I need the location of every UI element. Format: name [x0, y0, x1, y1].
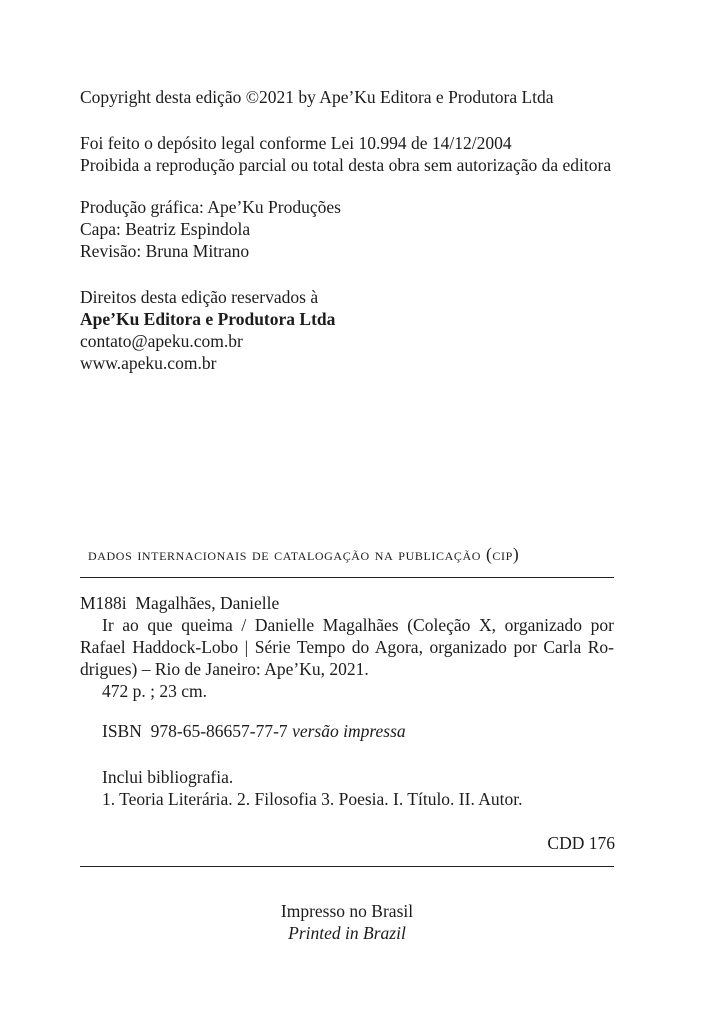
cip-extent: 472 p. ; 23 cm. — [102, 681, 207, 701]
printed-in-en: Printed in Brazil — [288, 923, 406, 943]
graphic-production-credit: Produção gráfica: Ape’Ku Produções — [80, 197, 341, 217]
copyright-block — [80, 86, 616, 108]
printed-in-pt: Impresso no Brasil — [280, 901, 414, 921]
publisher-website: www.apeku.com.br — [80, 353, 217, 373]
cip-title-line: Rafael Haddock-Lobo | Série Tempo do Agora, organizado por Carla Ro- — [80, 637, 614, 657]
prohibition-line: Proibida a reprodução parcial ou total desta obra sem autorização da editora — [80, 155, 612, 175]
cip-top-rule — [80, 577, 614, 578]
isbn-note: versão impressa — [292, 721, 406, 741]
cip-record — [80, 592, 614, 702]
cip-notes — [80, 766, 614, 810]
cip-title-line: Ir ao que queima / Danielle Magalhães (Coleção X, organizado por — [102, 615, 614, 635]
cip-heading: dados internacionais de catalogação na publicação (cip) — [88, 544, 520, 564]
bibliography-note: Inclui bibliografia. — [102, 767, 234, 787]
legal-deposit-line: Foi feito o depósito legal conforme Lei 10.994 de 14/12/2004 — [80, 133, 512, 153]
legal-notice-block — [80, 132, 616, 176]
rights-reserved-line: Direitos desta edição reservados à — [80, 287, 319, 307]
revision-credit: Revisão: Bruna Mitrano — [80, 241, 250, 261]
isbn-number: ISBN 978-65-86657-77-7 — [102, 721, 288, 741]
cip-title-line: drigues) – Rio de Janeiro: Ape’Ku, 2021. — [80, 659, 369, 679]
printed-in-block — [0, 900, 694, 944]
copyright-line: Copyright desta edição ©2021 by Ape’Ku Editora e Produtora Ltda — [80, 87, 554, 107]
rights-block — [80, 286, 616, 374]
publisher-name: Ape’Ku Editora e Produtora Ltda — [80, 309, 336, 329]
credits-block — [80, 196, 616, 262]
subject-headings: 1. Teoria Literária. 2. Filosofia 3. Poesia. I. Título. II. Autor. — [102, 789, 523, 809]
cip-bottom-rule — [80, 866, 614, 867]
cover-credit: Capa: Beatriz Espindola — [80, 219, 251, 239]
cdd-classification: CDD 176 — [547, 833, 615, 853]
cip-isbn — [80, 720, 614, 742]
contact-email: contato@apeku.com.br — [80, 331, 243, 351]
cip-entry-line: M188i Magalhães, Danielle — [80, 593, 280, 613]
